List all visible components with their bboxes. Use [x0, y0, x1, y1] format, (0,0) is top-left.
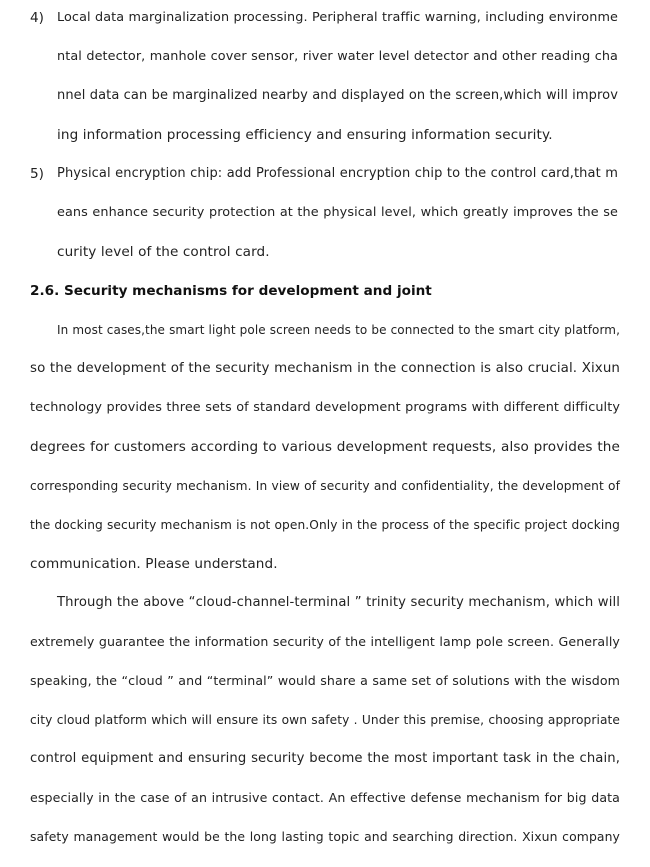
paragraph-1-line-3: technology provides three sets of standard development programs with different difficulty — [30, 400, 620, 415]
list-item-5-line-1: Physical encryption chip: add Professional encryption chip to the control card,that m — [57, 166, 618, 181]
paragraph-2-line-5: control equipment and ensuring security become the most important task in the chain, — [30, 751, 620, 766]
section-title: Security mechanisms for development and joint — [63, 283, 432, 299]
paragraph-2-line-2: extremely guarantee the information security of the intelligent lamp pole screen. Generally — [30, 634, 620, 649]
list-number-4: 4) — [30, 10, 44, 26]
list-item-4-line-4: ing information processing efficiency and ensuring information security. — [57, 127, 553, 143]
paragraph-1-line-1: In most cases,the smart light pole screen needs to be connected to the smart city platform, — [57, 323, 620, 337]
section-heading — [30, 281, 432, 301]
section-number: 2.6. — [30, 283, 60, 299]
paragraph-1-line-7: communication. Please understand. — [30, 556, 278, 572]
paragraph-2-line-1: Through the above “cloud-channel-terminal ” trinity security mechanism, which will — [57, 595, 620, 610]
paragraph-1-line-5: corresponding security mechanism. In view of security and confidentiality, the development of — [30, 479, 620, 493]
list-item-4-line-3: nnel data can be marginalized nearby and displayed on the screen,which will improv — [57, 88, 618, 103]
paragraph-2-line-7: safety management would be the long lasting topic and searching direction. Xixun company — [30, 829, 620, 844]
list-item-4-line-1: Local data marginalization processing. Peripheral traffic warning, including environme — [57, 10, 618, 25]
paragraph-1-line-6: the docking security mechanism is not open.Only in the process of the specific project docking — [30, 518, 620, 532]
list-item-4-line-2: ntal detector, manhole cover sensor, river water level detector and other reading cha — [57, 49, 618, 64]
list-item-5-line-3: curity level of the control card. — [57, 244, 270, 260]
paragraph-2-line-4: city cloud platform which will ensure its own safety . Under this premise, choosing appropriate — [30, 713, 620, 727]
paragraph-1-line-4: degrees for customers according to various development requests, also provides the — [30, 439, 620, 455]
paragraph-2-line-3: speaking, the “cloud ” and “terminal” would share a same set of solutions with the wisdom — [30, 673, 620, 688]
list-number-5: 5) — [30, 166, 44, 182]
paragraph-1-line-2: so the development of the security mechanism in the connection is also crucial. Xixun — [30, 361, 620, 376]
paragraph-2-line-6: especially in the case of an intrusive contact. An effective defense mechanism for big data — [30, 790, 620, 805]
list-item-5-line-2: eans enhance security protection at the physical level, which greatly improves the se — [57, 205, 618, 220]
